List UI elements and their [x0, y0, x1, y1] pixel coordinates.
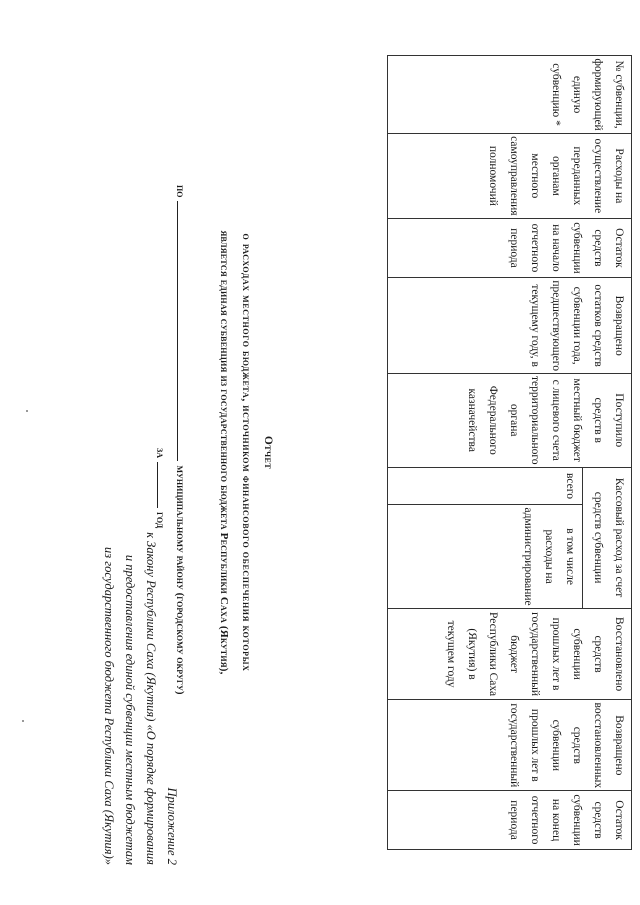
header-cell: Возвращено восстановленных средств субвенции прошлых лет в государственный [388, 700, 632, 791]
header-cell: Восстановлено средств субвенции прошлых лет в государственный бюджет Республики Саха (Якутия) в текущем году [388, 608, 632, 700]
appendix-label: Приложение 2 [165, 787, 179, 865]
header-cell: всего [388, 467, 583, 505]
report-title-line-2: является единая субвенция из государственного бюджета Республики Саха (Якутия), [218, 230, 230, 675]
header-cell: в том числе расходы на администрирование [388, 505, 583, 608]
header-cell: Поступило средств в местный бюджет с лицевого счета территориального органа Федерального казначейства [388, 373, 632, 467]
header-cell: Расходы на осуществление переданных органам местного самоуправления полномочий [388, 134, 632, 218]
header-cell: № субвенции, формирующей единую субвенцию * [388, 56, 632, 134]
district-row [174, 185, 188, 695]
appendix-line-3: и предоставления единой субвенции местным бюджетам [123, 554, 137, 865]
header-cell: Остаток средств субвенции на конец отчетного периода [388, 791, 632, 850]
report-table [387, 55, 632, 850]
po-label: по [174, 185, 186, 198]
za-label: за [154, 448, 166, 458]
report-title-line-1: о расходах местного бюджета, источником финансового обеспечения которых [240, 233, 252, 672]
scan-speck [26, 410, 28, 412]
year-blank[interactable] [157, 462, 168, 508]
header-cell: Остаток средств субвенции на начало отчетного периода [388, 218, 632, 278]
appendix-note [98, 532, 182, 865]
district-blank[interactable] [177, 201, 188, 461]
scan-speck [22, 720, 24, 722]
appendix-line-2: к Закону Республики Саха (Якутия) «О порядке формирования [144, 532, 158, 865]
year-row [154, 448, 168, 528]
header-cell: Возвращено остатков средств субвенции года, предшествующего текущему году, в [388, 278, 632, 374]
district-label: муниципальному району (городскому округу) [174, 465, 186, 695]
table-header-row [583, 56, 632, 850]
year-label: год [154, 512, 166, 529]
report-heading: Отчет [262, 435, 274, 470]
appendix-line-4: из государственного бюджета Республики Саха (Якутия)» [102, 547, 116, 865]
header-cell: Кассовый расход за счет средств субвенции [583, 467, 632, 608]
